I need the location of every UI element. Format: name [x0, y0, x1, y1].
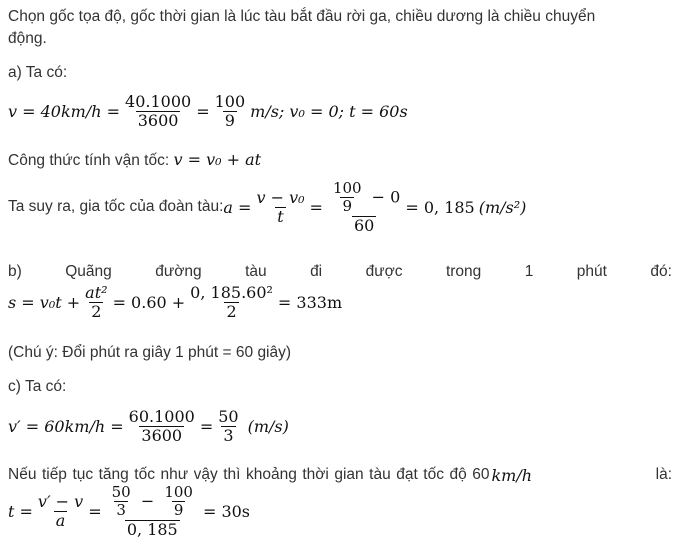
- last-text-math: km/h: [491, 466, 533, 485]
- intro-line-1: Chọn gốc tọa độ, gốc thời gian là lúc tàu bắt đầu rời ga, chiều dương là chiều chuyển: [8, 8, 596, 25]
- velocity-formula-math: v = v₀ + at: [173, 150, 262, 169]
- part-b-line: [8, 263, 672, 281]
- accel-unit: (m/s²): [478, 197, 527, 217]
- part-b-word: tàu: [245, 263, 267, 280]
- part-b-word: 1: [524, 263, 534, 280]
- accel-frac1-num: v − v₀: [256, 187, 305, 207]
- accel-inner-den: 9: [342, 197, 353, 216]
- part-b-word: phút: [576, 263, 607, 280]
- accel-frac2-den: 60: [353, 215, 375, 235]
- part-b-word: đó:: [650, 263, 672, 280]
- note-line: (Chú ý: Đổi phút ra giây 1 phút = 60 giây): [8, 344, 292, 361]
- eq-v2-fraction-1: [127, 408, 197, 446]
- equation-acceleration: [8, 180, 526, 235]
- equation-time: [8, 484, 250, 539]
- eq-v-fraction-2: [213, 93, 248, 131]
- accel-minus-zero: − 0: [371, 187, 401, 207]
- part-c-label: c) Ta có:: [8, 378, 67, 395]
- eq-v-equals: =: [196, 102, 210, 122]
- equation-distance: [8, 284, 342, 322]
- part-b-word: đường: [155, 263, 202, 280]
- eq-v-lhs: v = 40km/h =: [8, 102, 121, 122]
- eq-t-frac2-num: [105, 484, 200, 520]
- eq-t-b-den: 9: [173, 501, 184, 520]
- accel-lhs: a =: [223, 197, 252, 217]
- eq-t-frac1-den: a: [55, 510, 66, 530]
- accel-fraction-2: [326, 180, 402, 235]
- eq-v-rest: m/s; v₀ = 0; t = 60s: [250, 102, 408, 122]
- last-text-line: [8, 466, 672, 485]
- eq-v-frac1-den: 3600: [137, 111, 179, 131]
- last-text: Nếu tiếp tục tăng tốc như vậy thì khoảng thời gian tàu đạt tốc độ 60: [8, 466, 490, 483]
- eq-v2-frac1-num: 60.1000: [128, 407, 195, 426]
- accel-equals: =: [309, 197, 323, 217]
- eq-v2-frac2-den: 3: [223, 426, 234, 446]
- intro-line-2: động.: [8, 30, 47, 47]
- eq-t-frac1-num: v′ − v: [37, 491, 84, 511]
- accel-result: = 0, 185: [405, 197, 475, 217]
- eq-v-fraction-1: [123, 93, 193, 131]
- eq-v2-fraction-2: [216, 408, 240, 446]
- velocity-formula-line: [8, 150, 261, 170]
- accel-frac2-num: [326, 180, 402, 216]
- eq-v-frac2-num: 100: [214, 92, 246, 111]
- eq-s-frac2-den: 2: [226, 302, 237, 322]
- eq-v-frac1-num: 40.1000: [125, 92, 192, 111]
- eq-s-result: = 333m: [277, 293, 343, 313]
- eq-s-frac1-num: at²: [85, 283, 108, 302]
- equation-velocity-2: [8, 408, 289, 446]
- eq-t-a-num: 50: [111, 483, 131, 501]
- part-b-word: b): [8, 263, 22, 280]
- eq-v2-frac2-num: 50: [218, 407, 239, 426]
- part-b-word: trong: [445, 263, 482, 280]
- last-text-end: là:: [655, 466, 672, 483]
- accel-fraction-1: [254, 189, 306, 227]
- eq-t-fraction-2: [105, 484, 200, 539]
- accel-inner-num: 100: [332, 179, 362, 197]
- eq-t-fraction-1: [36, 493, 85, 531]
- eq-t-b-num: 100: [164, 483, 193, 501]
- eq-t-result: = 30s: [202, 501, 251, 521]
- eq-s-fraction-1: [83, 284, 109, 322]
- eq-t-inner-fraction-a: [110, 484, 133, 520]
- eq-s-frac2-num: 0, 185.60²: [190, 283, 273, 302]
- part-b-word: được: [365, 263, 403, 280]
- accel-frac1-den: t: [277, 206, 284, 226]
- eq-s-frac1-den: 2: [91, 302, 102, 322]
- eq-v2-unit: (m/s): [247, 417, 289, 437]
- part-a-label: a) Ta có:: [8, 64, 68, 81]
- part-b-word: Quãng: [65, 263, 112, 280]
- eq-t-inner-fraction-b: [162, 484, 195, 520]
- eq-v2-frac1-den: 3600: [141, 426, 183, 446]
- eq-t-equals: =: [88, 501, 102, 521]
- equation-velocity: [8, 93, 408, 131]
- eq-s-lhs: s = v₀t +: [8, 293, 81, 313]
- velocity-formula-text: Công thức tính vận tốc:: [8, 152, 174, 169]
- eq-v2-lhs: v′ = 60km/h =: [8, 417, 124, 437]
- eq-t-minus: −: [140, 491, 155, 511]
- accel-inner-fraction: [331, 180, 364, 216]
- eq-v-frac2-den: 9: [224, 111, 235, 131]
- accel-text: Ta suy ra, gia tốc của đoàn tàu:: [8, 198, 224, 216]
- eq-s-mid: = 0.60 +: [112, 293, 186, 313]
- eq-s-fraction-2: [188, 284, 275, 322]
- eq-v2-equals: =: [199, 417, 214, 437]
- eq-t-a-den: 3: [116, 501, 126, 520]
- eq-t-lhs: t =: [8, 501, 33, 521]
- part-b-word: đi: [310, 263, 323, 280]
- eq-t-frac2-den: 0, 185: [126, 519, 178, 539]
